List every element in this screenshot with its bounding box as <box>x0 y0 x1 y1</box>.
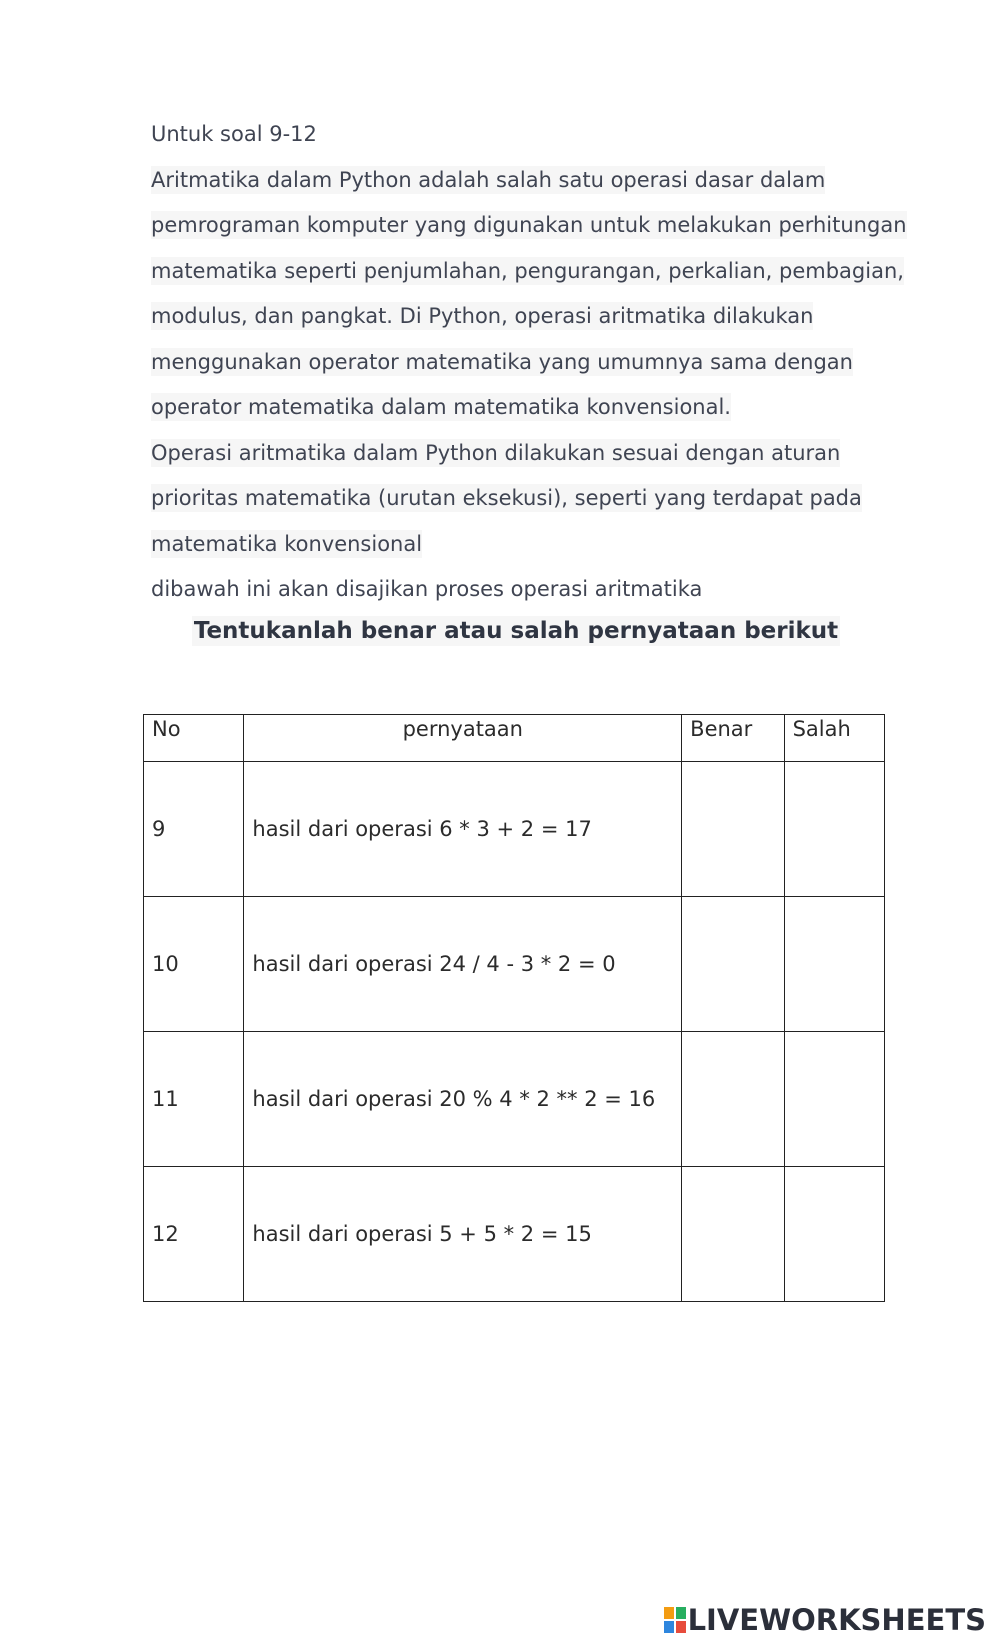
table-row <box>144 762 885 897</box>
row-statement: hasil dari operasi 24 / 4 - 3 * 2 = 0 <box>244 897 682 1032</box>
instruction-heading-text: Tentukanlah benar atau salah pernyataan berikut <box>193 618 839 644</box>
intro-text <box>151 112 907 613</box>
row-number: 10 <box>144 897 244 1032</box>
header-statement: pernyataan <box>244 715 682 762</box>
benar-answer-cell[interactable] <box>682 762 784 897</box>
logo-square-icon <box>676 1607 686 1619</box>
table-row <box>144 1167 885 1302</box>
statements-table <box>143 714 885 1302</box>
instruction-heading <box>0 618 1000 644</box>
header-benar: Benar <box>682 715 784 762</box>
salah-answer-cell[interactable] <box>784 897 884 1032</box>
row-number: 11 <box>144 1032 244 1167</box>
paragraph2-line: dibawah ini akan disajikan proses operasi aritmatika <box>151 577 703 601</box>
intro-title: Untuk soal 9-12 <box>151 122 317 146</box>
paragraph1-line: matematika seperti penjumlahan, pengurangan, perkalian, pembagian, <box>151 258 904 283</box>
table-header-row <box>144 715 885 762</box>
header-salah: Salah <box>784 715 884 762</box>
benar-answer-cell[interactable] <box>682 897 784 1032</box>
liveworksheets-logo-icon <box>664 1607 686 1633</box>
logo-text: LIVEWORKSHEETS <box>687 1603 986 1637</box>
benar-answer-cell[interactable] <box>682 1167 784 1302</box>
row-statement: hasil dari operasi 6 * 3 + 2 = 17 <box>244 762 682 897</box>
paragraph1-line: pemrograman komputer yang digunakan untuk melakukan perhitungan <box>151 213 907 237</box>
logo-square-icon <box>676 1621 686 1633</box>
logo-square-icon <box>664 1607 674 1619</box>
salah-answer-cell[interactable] <box>784 1167 884 1302</box>
liveworksheets-logo[interactable] <box>664 1603 986 1637</box>
salah-answer-cell[interactable] <box>784 1032 884 1167</box>
logo-square-icon <box>664 1621 674 1633</box>
benar-answer-cell[interactable] <box>682 1032 784 1167</box>
paragraph1-line: menggunakan operator matematika yang umumnya sama dengan <box>151 349 853 374</box>
paragraph1-line: operator matematika dalam matematika konvensional. <box>151 395 731 419</box>
row-number: 9 <box>144 762 244 897</box>
header-no: No <box>144 715 244 762</box>
row-number: 12 <box>144 1167 244 1302</box>
paragraph2-line: matematika konvensional <box>151 531 423 556</box>
table-row <box>144 1032 885 1167</box>
paragraph1-line: modulus, dan pangkat. Di Python, operasi aritmatika dilakukan <box>151 304 814 328</box>
paragraph2-line: prioritas matematika (urutan eksekusi), seperti yang terdapat pada <box>151 486 862 510</box>
table-row <box>144 897 885 1032</box>
paragraph2-line: Operasi aritmatika dalam Python dilakukan sesuai dengan aturan <box>151 440 841 465</box>
salah-answer-cell[interactable] <box>784 762 884 897</box>
row-statement: hasil dari operasi 5 + 5 * 2 = 15 <box>244 1167 682 1302</box>
row-statement: hasil dari operasi 20 % 4 * 2 ** 2 = 16 <box>244 1032 682 1167</box>
paragraph1-line: Aritmatika dalam Python adalah salah satu operasi dasar dalam <box>151 167 826 192</box>
